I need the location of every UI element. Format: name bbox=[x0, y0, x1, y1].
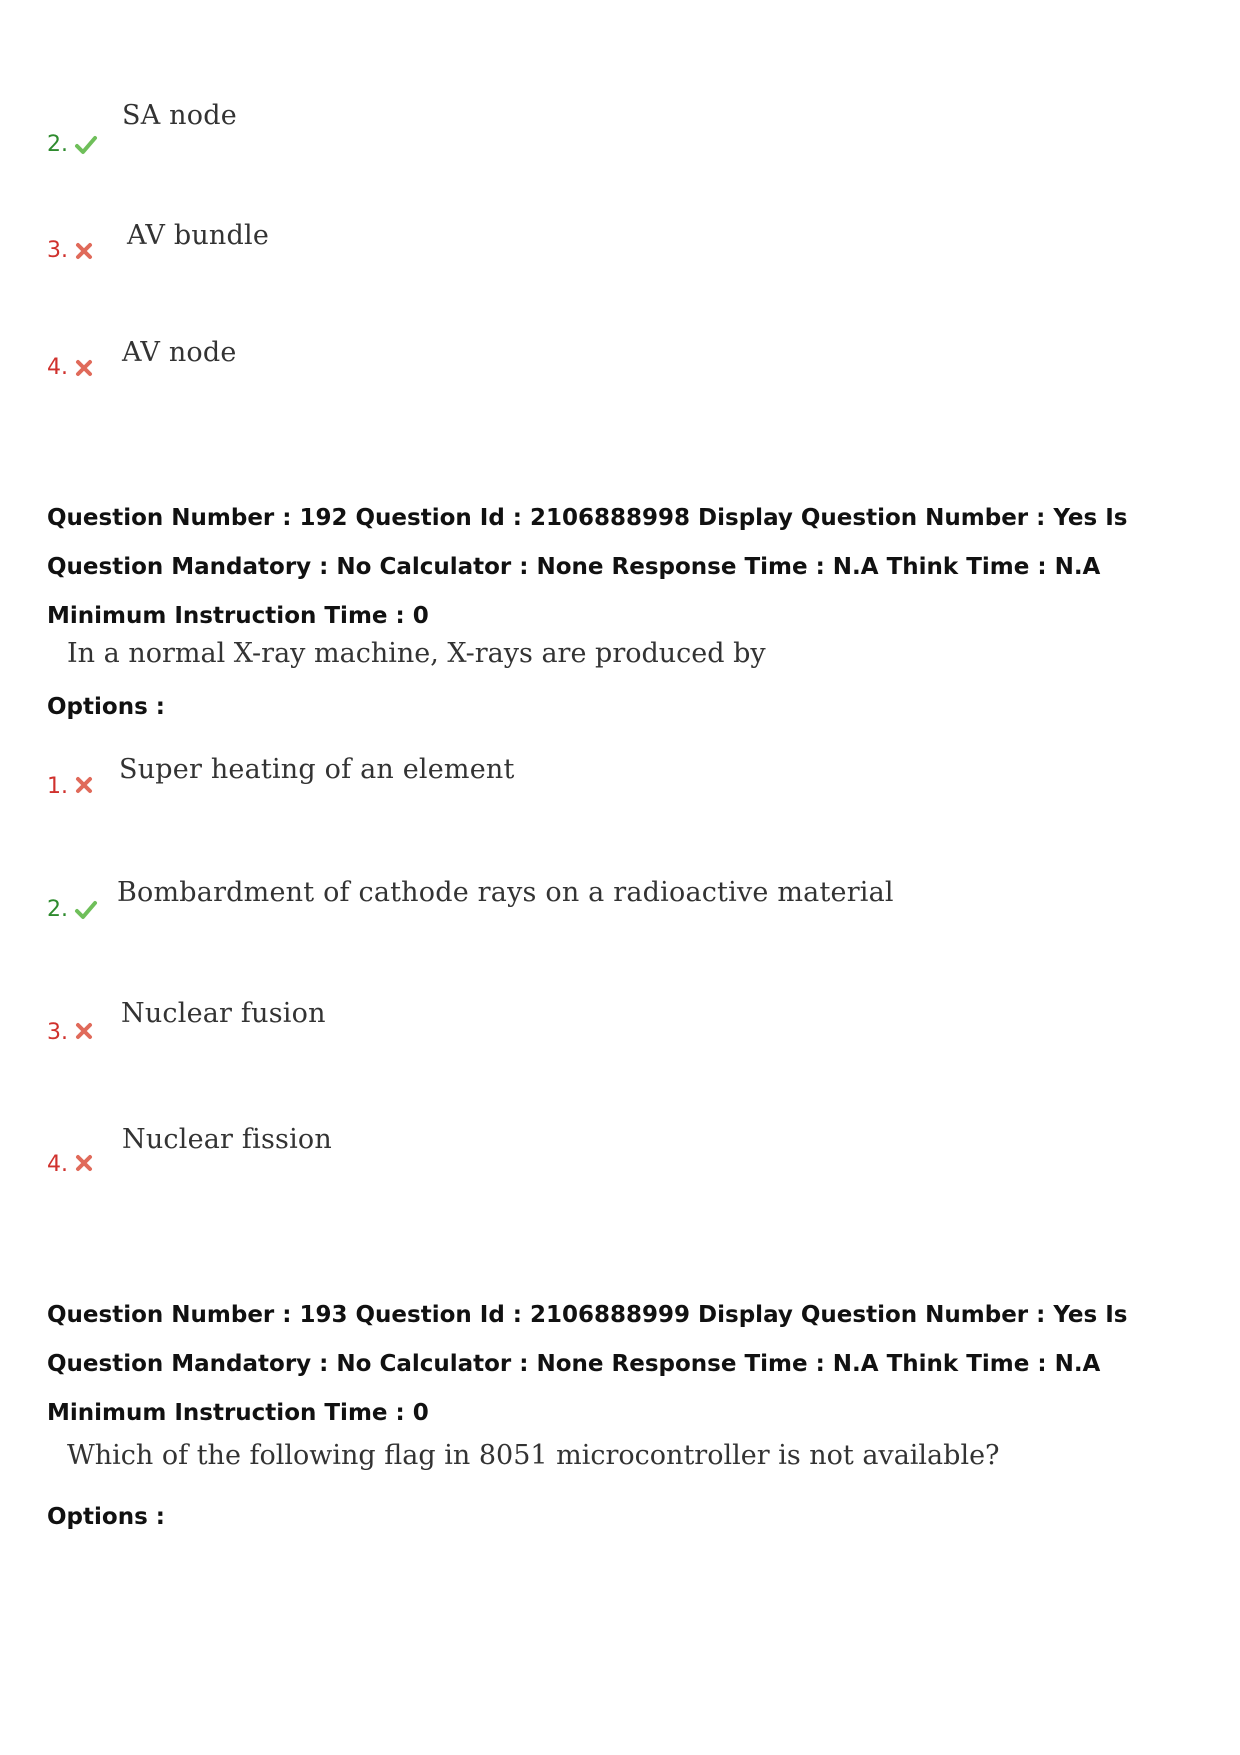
question-text: Which of the following flag in 8051 microcontroller is not available? bbox=[67, 1440, 1000, 1471]
check-icon bbox=[73, 897, 99, 923]
options-label: Options : bbox=[47, 1504, 165, 1530]
option-text: Bombardment of cathode rays on a radioactive material bbox=[117, 877, 894, 908]
cross-icon bbox=[71, 1018, 97, 1044]
question-text: In a normal X-ray machine, X-rays are produced by bbox=[67, 638, 766, 669]
option-text: AV node bbox=[122, 337, 237, 368]
check-icon bbox=[73, 132, 99, 158]
option-number: 4. bbox=[47, 1152, 68, 1177]
cross-icon bbox=[71, 1150, 97, 1176]
option-number: 1. bbox=[47, 774, 68, 799]
option-number: 2. bbox=[47, 897, 68, 922]
cross-icon bbox=[71, 355, 97, 381]
option-number: 3. bbox=[47, 1020, 68, 1045]
option-text: Nuclear fission bbox=[122, 1124, 332, 1155]
cross-icon bbox=[71, 238, 97, 264]
cross-icon bbox=[71, 772, 97, 798]
option-number: 4. bbox=[47, 355, 68, 380]
options-label: Options : bbox=[47, 694, 165, 720]
option-text: Nuclear fusion bbox=[121, 998, 326, 1029]
question-meta: Question Number : 192 Question Id : 2106888998 Display Question Number : Yes Is Question Mandatory : No Calculator : None Response Time : N.A Think Time : N.A Minimum Instruction Time : 0 bbox=[47, 505, 1128, 629]
question-meta: Question Number : 193 Question Id : 2106888999 Display Question Number : Yes Is Question Mandatory : No Calculator : None Response Time : N.A Think Time : N.A Minimum Instruction Time : 0 bbox=[47, 1302, 1128, 1426]
option-text: SA node bbox=[122, 100, 237, 131]
option-number: 3. bbox=[47, 238, 68, 263]
option-text: Super heating of an element bbox=[119, 754, 515, 785]
option-number: 2. bbox=[47, 132, 68, 157]
option-text: AV bundle bbox=[127, 220, 269, 251]
